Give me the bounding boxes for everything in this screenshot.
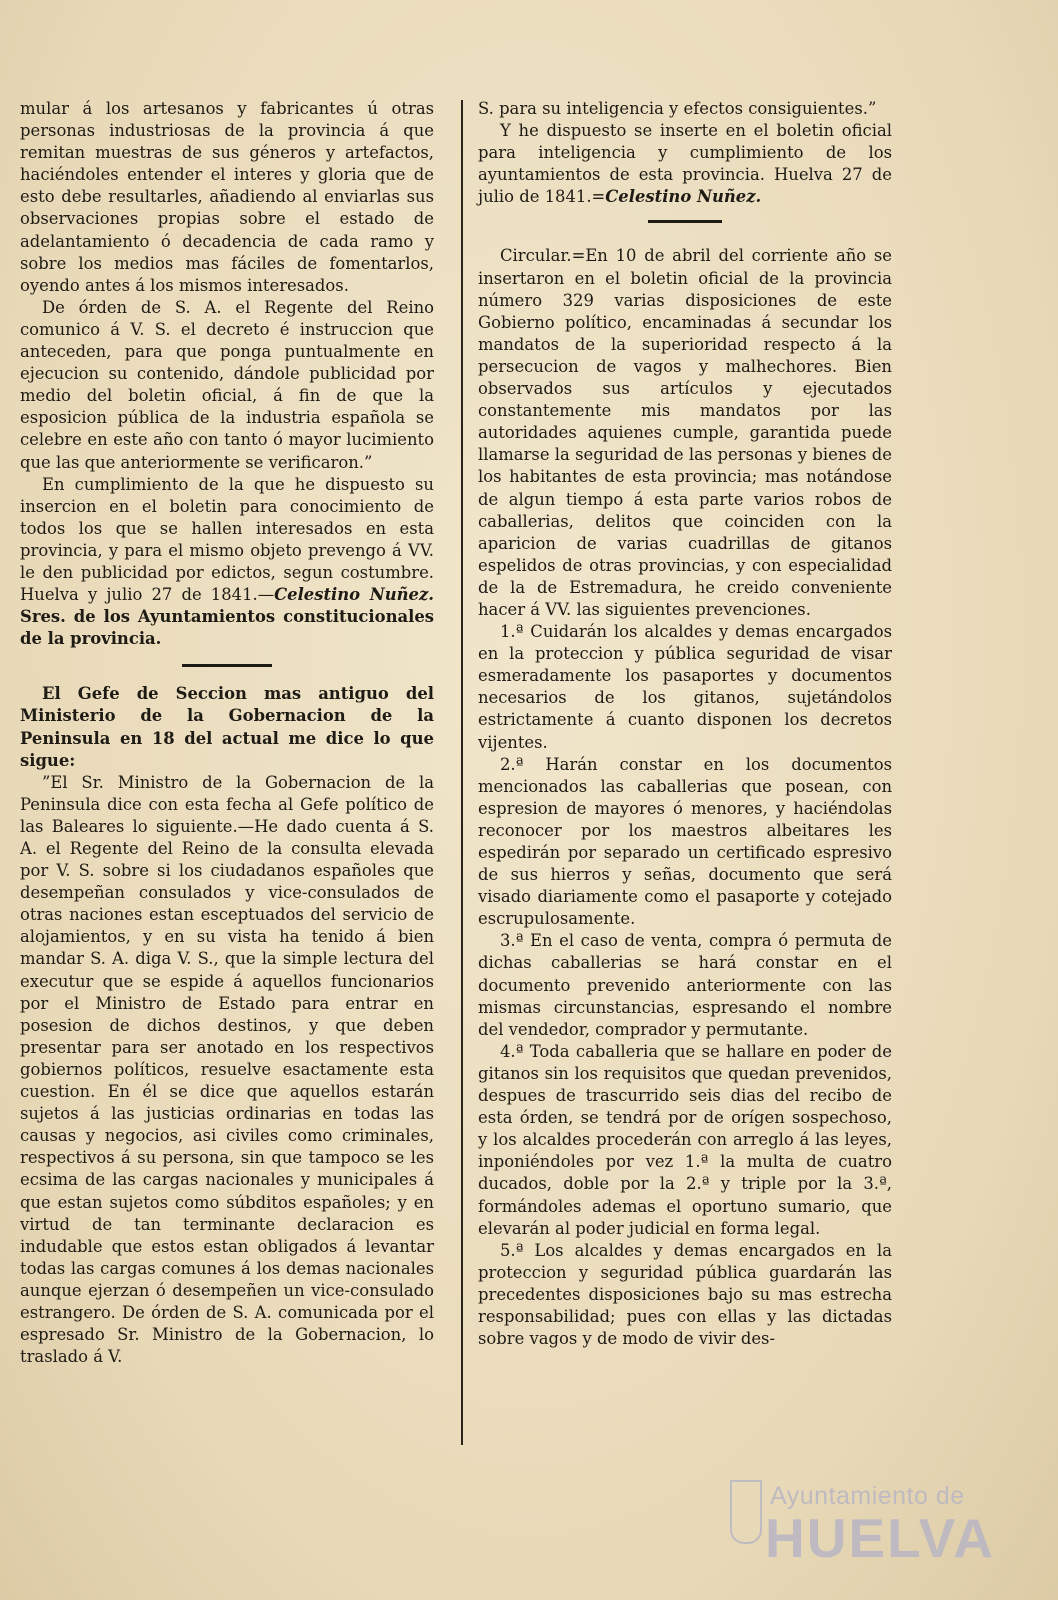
section-separator (648, 220, 722, 223)
coat-of-arms-icon (730, 1480, 762, 1544)
paragraph-text: En cumplimiento de la que he dispuesto su insercion en el boletin para conocimiento de todos los que se hallen interesados en esta provincia, y para el mismo objeto prevengo á VV. le den publicidad por edictos, segun costumbre. Huelva y julio 27 de 1841.— (20, 474, 434, 605)
circular-paragraph: Circular.=En 10 de abril del corriente año se insertaron en el boletin oficial de la provincia número 329 varias disposiciones de este Gobierno político, encaminadas á secundar los mandatos de la superioridad respecto á la persecucion de vagos y malhechores. Bien observados sus artículos y ejecutados constantemente mis mandatos por las autoridades aquienes cumple, garantida puede llamarse la seguridad de las personas y bienes de los habitantes de esta provincia; mas notándose de algun tiempo á esta parte varios robos de caballerias, delitos que coinciden con la aparicion de varias cuadrillas de gitanos espelidos de otras provincias, y con especialidad de la de Estremadura, he creido conveniente hacer á VV. las siguientes prevenciones. (478, 246, 892, 619)
paragraph: De órden de S. A. el Regente del Reino comunico á V. S. el decreto é instruccion que anteceden, para que ponga puntualmente en ejecucion su contenido, dándole publicidad por medio del boletin oficial, á fin de que la esposicion pública de la industria española se celebre en este año con tanto ó mayor lucimiento que las que anteriormente se verificaron.” (20, 297, 434, 472)
right-column (478, 98, 892, 1350)
column-rule (461, 100, 463, 1445)
list-item: 4.ª Toda caballeria que se hallare en poder de gitanos sin los requisitos que quedan prevenidos, despues de trascurrido seis dias del recibo de esta órden, se tendrá por de orígen sospechoso, y los alcaldes procederán con arreglo á las leyes, inponiéndoles por vez 1.ª la multa de cuatro ducados, doble por la 2.ª y triple por la 3.ª, formándoles ademas el oportuno sumario, que elevarán al poder judicial en forma legal. (478, 1041, 892, 1238)
list-item: 2.ª Harán constar en los documentos mencionados las caballerias que posean, con espresion de mayores ó menores, y haciéndolas reconocer por los maestros albeitares les espedirán por separado un certificado espresivo de sus hierros y señas, documento que será visado diariamente como el pasaporte y cotejado escrupulosamente. (478, 754, 892, 929)
list-item: 5.ª Los alcaldes y demas encargados en la proteccion y seguridad pública guardarán las precedentes disposiciones bajo su mas estrecha responsabilidad; pues con ellas y las dictadas sobre vagos y de modo de vivir des- (478, 1240, 892, 1349)
section-separator (182, 664, 272, 667)
list-item: 1.ª Cuidarán los alcaldes y demas encargados en la proteccion y pública seguridad de visar esmeradamente los pasaportes y documentos necesarios de los gitanos, sujetándolos estrictamente á cuanto disponen los decretos vijentes. (478, 622, 892, 752)
watermark-line2: HUELVA (765, 1507, 995, 1569)
signature: Celestino Nuñez. (605, 187, 762, 207)
paragraph-text: Y he dispuesto se inserte en el boletin oficial para inteligencia y cumplimiento de los ayuntamientos de esta provincia. Huelva 27 de julio de 1841.= (478, 121, 892, 207)
paragraph (20, 474, 434, 651)
paragraph: ”El Sr. Ministro de la Gobernacion de la Peninsula dice con esta fecha al Gefe político de las Baleares lo siguiente.—He dado cuenta á S. A. el Regente del Reino de la consulta elevada por V. S. sobre si los ciudadanos españoles que desempeñan consulados y vice-consulados de otras naciones estan esceptuados del servicio de alojamientos, y en su vista ha tenido á bien mandar S. A. diga V. S., que la simple lectura del executur que se espide á aquellos funcionarios por el Ministro de Estado para entrar en posesion de dichos destinos, y que deben presentar para ser anotado en los respectivos gobiernos políticos, resuelve esactamente esta cuestion. En él se dice que aquellos estarán sujetos á las justicias ordinarias en todas las causas y negocios, asi civiles como criminales, respectivos á su persona, sin que tampoco se les ecsima de las cargas nacionales y municipales á que estan sujetos como súbditos españoles; y en virtud de tan terminante declaracion es indudable que estos estan obligados á levantar todas las cargas comunes á los demas nacionales aunque ejerzan ó desempeñen un vice-consulado estrangero. De órden de S. A. comunicada por el espresado Sr. Ministro de la Gobernacion, lo traslado á V. (20, 772, 434, 1367)
paragraph: S. para su inteligencia y efectos consiguientes.” (478, 99, 877, 118)
addressee: Sres. de los Ayuntamientos constitucionales de la provincia. (20, 607, 434, 649)
list-item: 3.ª En el caso de venta, compra ó permuta de dichas caballerias se hará constar en el documento prevenido anteriormente con las mismas circunstancias, espresando el nombre del vendedor, comprador y permutante. (478, 931, 892, 1039)
watermark-line1: Ayuntamiento de (770, 1482, 965, 1510)
section-heading: El Gefe de Seccion mas antiguo del Ministerio de la Gobernacion de la Peninsula en 18 del actual me dice lo que sigue: (20, 684, 434, 770)
archive-watermark (740, 1480, 1040, 1590)
signature: Celestino Nuñez. (274, 585, 434, 605)
paragraph (478, 120, 892, 208)
left-column (20, 98, 434, 1368)
paragraph: mular á los artesanos y fabricantes ú otras personas industriosas de la provincia á que remitan muestras de sus géneros y artefactos, haciéndoles entender el interes y gloria que de esto debe resultarles, añadiendo al enviarlas sus observaciones propias sobre el estado de adelantamiento ó decadencia de cada ramo y sobre los medios mas fáciles de fomentarlos, oyendo antes á los mismos interesados. (20, 99, 434, 295)
